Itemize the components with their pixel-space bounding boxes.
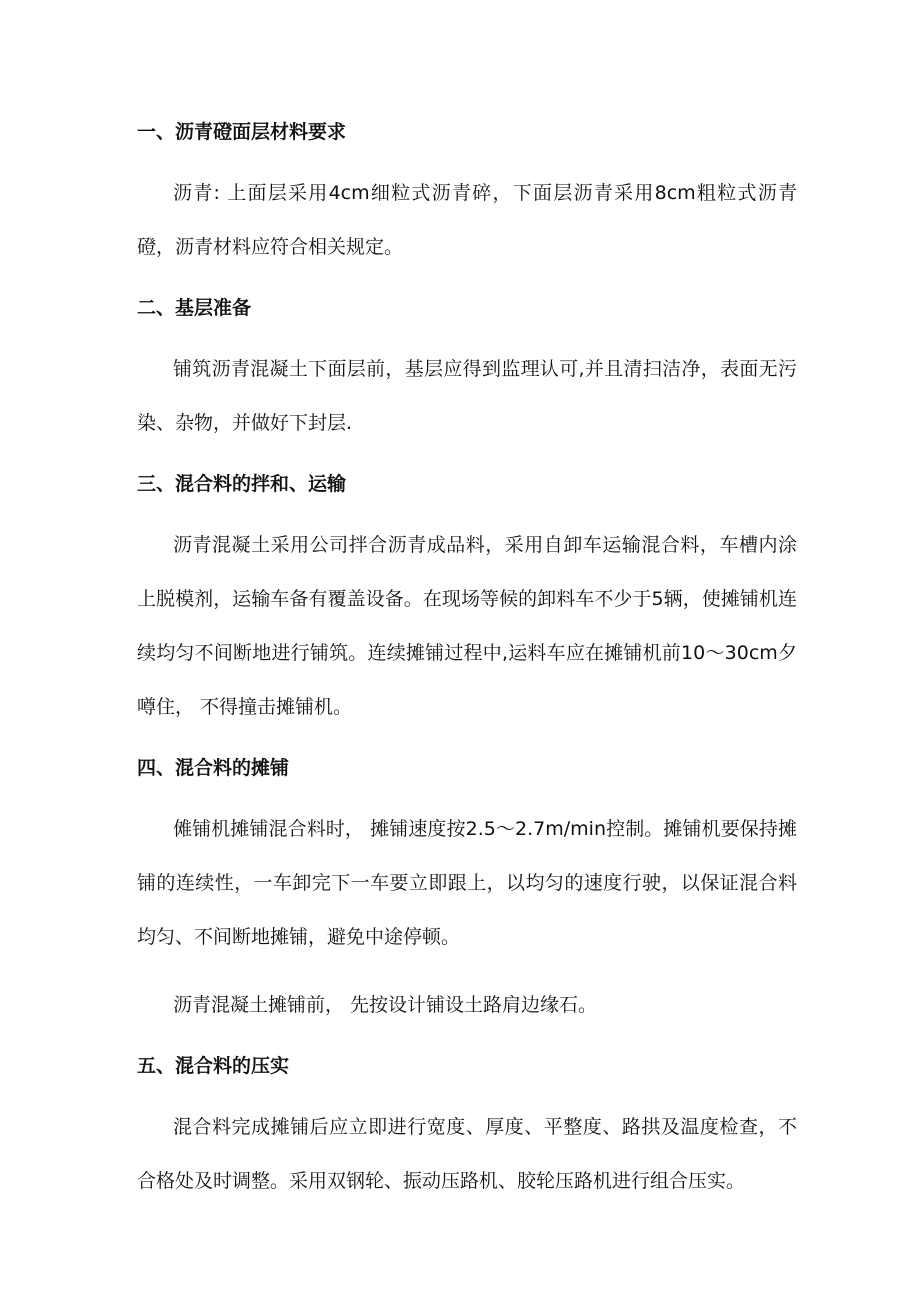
section-5-paragraph-1: 混合料完成摊铺后应立即进行宽度、厚度、平整度、路拱及温度检查，不合格处及时调整。采用双钢轮、振动压路机、胶轮压路机进行组合压实。 <box>137 1116 797 1192</box>
section-2-paragraph-1: 铺筑沥青混凝土下面层前，基层应得到监理认可,并且清扫洁净，表面无污染、杂物，并做好下封层. <box>137 358 797 434</box>
section-heading-5: 五、混合料的压实 <box>137 1055 290 1077</box>
section-heading-1: 一、沥青磴面层材料要求 <box>137 121 347 143</box>
section-3-paragraph-1: 沥青混凝土采用公司拌合沥青成品料，采用自卸车运输混合料，车槽内涂上脱模剂，运输车备有覆盖设备。在现场等候的卸料车不少于5辆，使摊铺机连续均匀不间断地进行铺筑。连续摊铺过程中,运料车应在摊铺机前10～30cm夕噂住， 不得撞击摊铺机。 <box>137 534 797 718</box>
section-heading-2: 二、基层准备 <box>137 297 252 319</box>
section-4-paragraph-2: 沥青混凝土摊铺前， 先按设计铺设土路肩边缘石。 <box>173 994 598 1016</box>
section-heading-3: 三、混合料的拌和、运输 <box>137 473 347 495</box>
section-heading-4: 四、混合料的摊铺 <box>137 757 290 779</box>
document-body <box>137 112 797 1208</box>
section-1-paragraph-1: 沥青: 上面层采用4cm细粒式沥青碎，下面层沥青采用8cm粗粒式沥青磴，沥青材料应符合相关规定。 <box>137 182 797 258</box>
section-4-paragraph-1: 傩铺机摊铺混合料时， 摊铺速度按2.5～2.7m∕min控制。摊铺机要保持摊铺的连续性，一车卸完下一车要立即跟上，以均匀的速度行驶，以保证混合料均匀、不间断地摊铺，避免中途停顿。 <box>137 818 797 948</box>
